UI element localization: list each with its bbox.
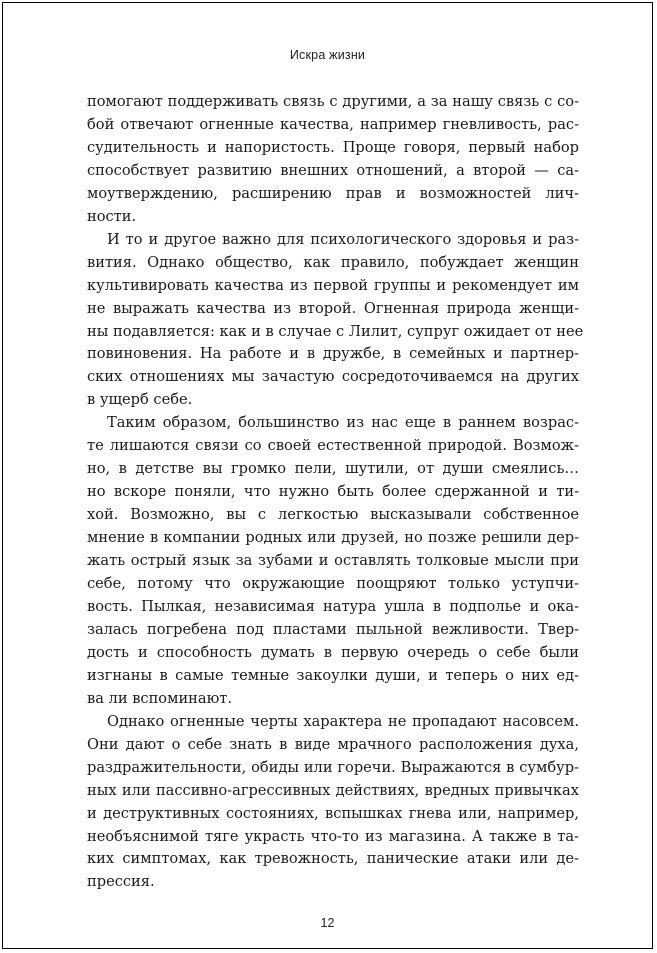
- text-line: себе, потому что окружающие поощряют только уступчи-: [87, 575, 579, 593]
- text-line: ва ли вспоминают.: [87, 689, 233, 707]
- text-line: и деструктивных состояниях, вспышках гнева или, например,: [87, 804, 579, 822]
- text-line: ности.: [87, 207, 137, 225]
- text-line: в ущерб себе.: [87, 391, 193, 409]
- text-line: те лишаются связи со своей естественной природой. Возмож-: [87, 437, 579, 455]
- text-line: помогают поддерживать связь с другими, а за нашу связь с со-: [87, 93, 579, 110]
- text-line: повиновения. На работе и в дружбе, в семейных и партнер-: [87, 345, 579, 363]
- text-line: ких симптомах, как тревожность, панические атаки или де-: [87, 850, 579, 868]
- text-line: И то и другое важно для психологического здоровья и раз-: [107, 230, 579, 248]
- running-header: Искра жизни: [289, 48, 366, 62]
- text-line: ных или пассивно-агрессивных действиях, вредных привычках: [87, 781, 579, 799]
- text-line: но вскоре поняли, что нужно быть более сдержанной и ти-: [87, 483, 579, 501]
- text-line: раздражительности, обиды или горечи. Выражаются в сумбур-: [87, 758, 579, 776]
- text-line: моутверждению, расширению прав и возможностей лич-: [87, 184, 579, 202]
- text-line: судительность и напористость. Проще говоря, первый набор: [87, 138, 579, 156]
- text-line: хой. Возможно, вы с легкостью высказывали собственное: [87, 506, 579, 524]
- text-line: Таким образом, большинство из нас еще в раннем возрас-: [107, 414, 579, 432]
- text-line: Однако огненные черты характера не пропадают насовсем.: [107, 712, 579, 730]
- body-text: [87, 91, 584, 894]
- text-line: бой отвечают огненные качества, например гневливость, рас-: [87, 115, 579, 133]
- text-line: вость. Пылкая, независимая натура ушла в подполье и ока-: [87, 597, 579, 615]
- text-line: жать острый язык за зубами и оставлять толковые мысли при: [87, 552, 579, 570]
- page-number: 12: [320, 916, 335, 930]
- text-line: ны подавляется: как и в случае с Лилит, супруг ожидает от нее: [87, 322, 584, 340]
- text-line: но, в детстве вы громко пели, шутили, от души смеялись…: [87, 460, 579, 478]
- text-line: вития. Однако общество, как правило, побуждает женщин: [87, 253, 579, 271]
- text-line: способствует развитию внешних отношений, а второй — са-: [87, 161, 579, 179]
- text-line: не выражать качества из второй. Огненная природа женщи-: [87, 299, 579, 317]
- text-line: ских отношениях мы зачастую сосредоточиваемся на других: [87, 368, 579, 386]
- book-page: [2, 2, 653, 949]
- text-line: необъяснимой тяге украсть что-то из магазина. А также в та-: [87, 827, 579, 845]
- text-line: культивировать качества из первой группы и рекомендует им: [87, 276, 579, 294]
- text-line: изгнаны в самые темные закоулки души, и теперь о них ед-: [87, 666, 579, 684]
- text-line: прессия.: [87, 873, 155, 891]
- text-line: залась погребена под пластами пыльной вежливости. Твер-: [87, 620, 579, 638]
- text-line: мнение в компании родных или друзей, но позже решили дер-: [87, 529, 579, 547]
- text-line: дость и способность думать в первую очередь о себе были: [87, 643, 579, 661]
- text-line: Они дают о себе знать в виде мрачного расположения духа,: [87, 735, 579, 753]
